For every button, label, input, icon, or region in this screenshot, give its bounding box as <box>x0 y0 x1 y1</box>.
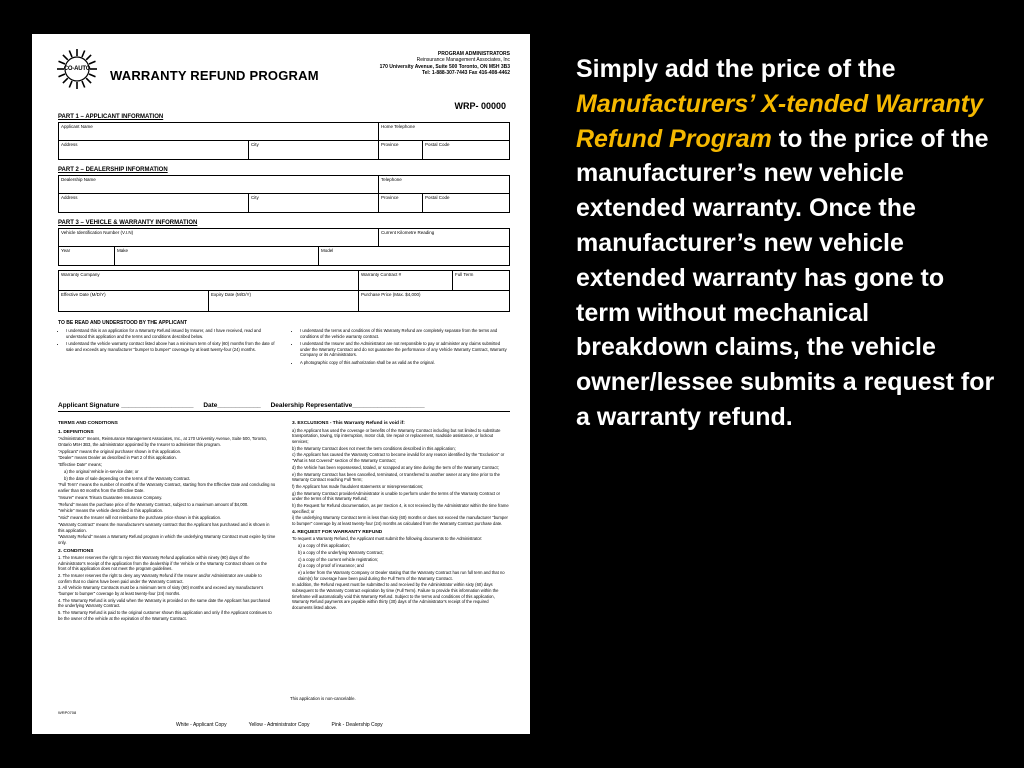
definition-item: "Administrator" means, Reinsurance Management Associates, Inc., at 170 University Avenue, Suite 500, Toronto, Ontario M5H 3B3, the administrator appointed by the Insurer to administer this program. <box>58 436 268 447</box>
program-administrators <box>320 51 510 77</box>
part1-title: PART 1 – APPLICANT INFORMATION <box>58 114 164 120</box>
slide-description <box>576 52 1001 435</box>
postal-code-field[interactable]: Postal Code <box>425 195 450 200</box>
signature-line <box>58 402 510 412</box>
city-field[interactable]: City <box>249 194 379 212</box>
admin-line: 170 University Avenue, Suite 500 Toronto, ON M5H 3B3 <box>379 63 510 70</box>
description-text-end: to the price of the manufacturer’s new vehicle extended warranty. Once the manufacturer’s new vehicle extended warranty has gone to term without mechanical breakdown claims, the vehicle owner/lessee submits a request for a warranty refund. <box>576 124 995 431</box>
definition-item: "Warranty Contract" means the manufacturer's warranty contract that the Applicant has purchased and is shown in this application. <box>58 521 270 533</box>
exclusion-item: d) the Vehicle has been repossessed, totaled, or scrapped at any time during the term of the Warranty Contract; <box>292 464 499 470</box>
exclusion-item: a) the Applicant has used the coverage or benefits of the Warranty Contract including but not limited to substitute transportation, towing, trip interruption, motor club, tire repair or replacement, roadside assistance, or lockout services; <box>292 427 501 444</box>
expiry-date-field[interactable]: Expiry Date (M/D/Y) <box>209 291 359 311</box>
yellow-copy-label: Yellow - Administrator Copy <box>248 722 310 728</box>
make-field[interactable]: Make <box>115 247 319 265</box>
definition-item: "Vehicle" means the vehicle described in this application. <box>58 508 164 514</box>
request-title: 4. REQUEST FOR WARRANTY REFUND <box>292 529 383 535</box>
acknowledgement-item: • I understand this is an application for a Warranty Refund issued by Insurer, and I have received, read and understood this application and the terms and conditions described below. <box>66 328 276 339</box>
definitions-title: 1. DEFINITIONS <box>58 429 94 435</box>
definition-item: "Full Term" means the number of months of the Warranty Contract, starting from the Effective Date and concluding no earlier than 60 months from the Effective Date. <box>58 482 276 494</box>
acknowledgements-right <box>292 328 510 368</box>
request-item: d) a copy of proof of insurance; and <box>298 563 364 569</box>
copy-distribution <box>176 722 383 728</box>
definition-item: "Void" means the Insurer will not reimburse the purchase price shown in this application. <box>58 515 222 521</box>
exclusions-title: 3. EXCLUSIONS - This Warranty Refund is void if: <box>292 421 405 426</box>
admin-line: PROGRAM ADMINISTRATORS <box>437 51 510 57</box>
vehicle-info-box <box>58 228 510 266</box>
vin-field[interactable]: Vehicle Identification Number (V.I.N) <box>59 229 379 246</box>
part2-title: PART 2 – DEALERSHIP INFORMATION <box>58 167 168 173</box>
contract-number-field[interactable]: Warranty Contract # <box>359 271 453 290</box>
terms-left-column <box>58 418 276 623</box>
purchase-price-field[interactable]: Purchase Price (Max. $4,000) <box>361 292 421 297</box>
form-row <box>59 176 509 194</box>
request-item: a) a copy of this application; <box>298 542 350 548</box>
terms-right-column <box>292 418 510 623</box>
exclusion-item: c) the Applicant has caused the Warranty Contract to become invalid for any reason identified by the "Exclusion" or "What is Not Covered" section of the Warranty Contract; <box>292 452 505 463</box>
acknowledgement-item: • I understand the vehicle warranty contract listed above has a minimum term of sixty (60) months from the date of sale and exceeds any manufacturer "bumper to bumper" coverage by at least twenty-four (24) months. <box>66 341 276 352</box>
form-row <box>59 291 509 311</box>
form-row <box>59 141 509 159</box>
km-reading-field[interactable]: Current Kilometre Reading <box>381 230 435 235</box>
dealership-info-box <box>58 175 510 213</box>
applicant-signature-field[interactable]: Applicant Signature ____________________ <box>58 402 194 409</box>
acknowledgement-item: • I understand the Insurer and the Administrator are not responsible to pay or administer any claims submitted under the Warranty Contract and do not guarantee the performance of any Vehicle Warranty Contract, Warranty Company or its Administrators. <box>300 341 510 358</box>
condition-item: 5. The Warranty Refund is paid to the original customer shown this application and only if the Applicant continues to be the owner of the vehicle at the expiration of the Warranty Contract. <box>58 610 272 621</box>
exclusion-item: b) the Warranty Contract does not meet the term conditions described in this application; <box>292 445 456 451</box>
request-note: In addition, the Refund request must be submitted to and received by the Administrator within sixty (60) days subsequent to the Warranty Contract expiration by time (Full Term). Failure to provide this information within the timeframe will automatically void this Warranty Refund. Subject to the terms and conditions of this application, Warranty Refund payments are payable within thirty (30) days of the Administrator's receipt of the required documents listed above. <box>292 582 499 610</box>
exclusion-item: h) the Request for Refund documentation, as per Section 4, is not received by the Administrator within the time frame specified; or <box>292 503 509 514</box>
postal-code-field[interactable]: Postal Code <box>425 142 450 147</box>
effective-date-field[interactable]: Effective Date (M/D/Y) <box>59 291 209 311</box>
acknowledgements-left <box>58 328 276 368</box>
exclusion-item: g) the Warranty Contract provider/Administrator is unable to perform under the terms of the Warranty Contract or under the terms of this Warranty Refund; <box>292 490 500 502</box>
city-field[interactable]: City <box>249 141 379 159</box>
warranty-refund-form <box>32 34 530 734</box>
definition-item: b) the date of sale depending on the terms of the Warranty Contract. <box>64 475 191 481</box>
white-copy-label: White - Applicant Copy <box>176 722 227 728</box>
year-field[interactable]: Year <box>59 247 115 265</box>
applicant-info-box <box>58 122 510 160</box>
exclusion-item: e) the Warranty Contract has been cancelled, terminated, or transferred to another owner at any time prior to the Warranty Contract reaching Full Term; <box>292 471 500 483</box>
definition-item: "Effective Date" means; <box>58 462 102 468</box>
logo-text: CO-AUTO <box>63 66 91 72</box>
province-field[interactable]: Province <box>379 141 423 159</box>
conditions-title: 2. CONDITIONS <box>58 548 94 554</box>
form-row <box>59 229 509 247</box>
address-field[interactable]: Address <box>59 141 249 159</box>
acknowledgements <box>58 328 510 368</box>
definition-item: "Refund" means the purchase price of the Warranty Contract, subject to a maximum amount of $4,000. <box>58 501 249 507</box>
acknowledgement-item: • A photographic copy of this authorization shall be as valid as the original. <box>300 360 510 366</box>
form-row <box>59 271 509 291</box>
form-code: WRP0708 <box>58 710 77 715</box>
program-name-highlight: Manufacturers’ X-tended Warranty Refund Program <box>576 89 984 153</box>
pink-copy-label: Pink - Dealership Copy <box>331 722 383 728</box>
request-item: b) a copy of the underlying Warranty Contract; <box>298 549 384 555</box>
admin-line: Tel: 1-888-307-7443 Fax 416-408-4462 <box>421 70 510 77</box>
address-field[interactable]: Address <box>59 194 249 212</box>
telephone-field[interactable]: Telephone <box>381 177 402 182</box>
date-field[interactable]: Date____________ <box>203 402 261 409</box>
request-item: e) a letter from the Warranty Company or Dealer stating that the Warranty Contract has run full term and that no claim(s) for coverage have been paid during the Full Term of the Warranty Contract. <box>298 570 505 581</box>
warranty-info-box <box>58 270 510 312</box>
form-row <box>59 194 509 212</box>
acknowledgement-item: • I understand the terms and conditions of this Warranty Refund are completely separate from the terms and conditions of the vehicle warranty contract. <box>300 328 510 339</box>
definition-item: "Dealer" means Dealer as described in Part 2 of this application. <box>58 455 177 461</box>
read-and-understood-title: TO BE READ AND UNDERSTOOD BY THE APPLICANT <box>58 320 188 326</box>
terms-and-conditions <box>58 418 510 623</box>
condition-item: 1. The Insurer reserves the right to reject this Warranty Refund application within ninety (90) days of the Administrator's receipt of the application from the dealership if the Vehicle or the Warranty Contract shown on the front of this application does not meet the program guidelines. <box>58 555 267 572</box>
condition-item: 2. The Insurer reserves the right to deny any Warranty Refund if the Insurer and/or Administrator are unable to confirm that no claims have been paid under the Warranty Contract. <box>58 573 262 584</box>
admin-line: Reinsurance Management Associates, Inc <box>416 57 510 64</box>
form-row <box>59 123 509 141</box>
exclusion-item: i) the underlying Warranty Contract term is less than sixty (60) months or does not exceed the manufacturer "bumper to bumper" coverage by at least twenty-four (24) months as calculated from the Warranty Contract purchase date. <box>292 515 508 526</box>
form-row <box>59 247 509 265</box>
exclusion-item: f) the Applicant has made fraudulent statements or misrepresentations; <box>292 483 424 489</box>
definition-item: a) the original Vehicle in-service date; or <box>64 468 139 474</box>
form-header <box>32 34 530 94</box>
definition-item: "Warranty Refund" means a Warranty Refund program in which the underlying Warranty Contract must expire by time only. <box>58 534 276 545</box>
warranty-company-field[interactable]: Warranty Company <box>59 271 359 290</box>
wrp-number: WRP- 00000 <box>454 101 506 111</box>
dealership-name-field[interactable]: Dealership Name <box>59 176 379 193</box>
full-term-field[interactable]: Full Term <box>455 272 474 277</box>
condition-item: 3. All Vehicle Warranty Contracts must be a minimum term of sixty (60) months and exceed any manufacturer's "bumper to bumper" coverage by at least twenty-four (24) months. <box>58 585 264 597</box>
dealership-representative-field[interactable]: Dealership Representative____________________ <box>270 402 425 409</box>
terms-title: TERMS AND CONDITIONS <box>58 421 118 426</box>
request-item: c) a copy of the current vehicle registration; <box>298 556 379 562</box>
applicant-name-field[interactable]: Applicant Name <box>59 123 379 140</box>
model-field[interactable]: Model <box>321 248 334 253</box>
home-telephone-field[interactable]: Home Telephone <box>381 124 415 129</box>
definition-item: "Insurer" means Trisura Guarantee Insurance Company. <box>58 494 163 500</box>
non-cancelable-note: This application is non-cancelable. <box>290 696 356 701</box>
description-text-start: Simply add the price of the <box>576 55 896 83</box>
form-title: WARRANTY REFUND PROGRAM <box>110 68 319 83</box>
request-intro: To request a Warranty Refund, the Applicant must submit the following documents to the Administrator: <box>292 536 483 542</box>
province-field[interactable]: Province <box>379 194 423 212</box>
part3-title: PART 3 – VEHICLE & WARRANTY INFORMATION <box>58 220 198 226</box>
definition-item: "Applicant" means the original purchaser shown in this application. <box>58 448 182 454</box>
condition-item: 4. The Warranty Refund is only valid when the Warranty is provided on the same date the Applicant has purchased the underlying Warranty Contract. <box>58 597 271 609</box>
